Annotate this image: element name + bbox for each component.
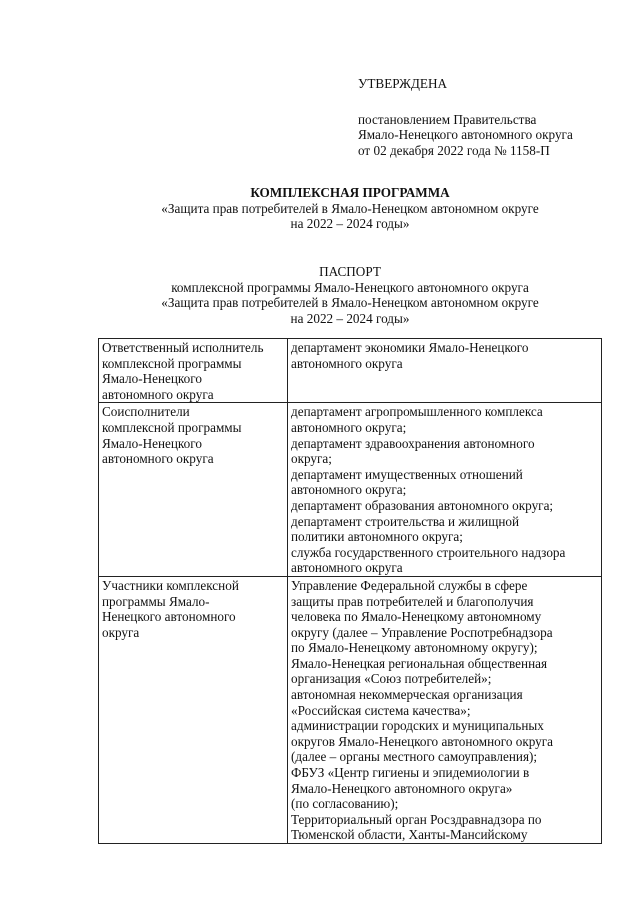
cell-line: Территориальный орган Росздравнадзора по xyxy=(291,811,542,827)
cell-line: программы Ямало- xyxy=(102,593,210,609)
cell-line: организация «Союз потребителей»; xyxy=(291,671,492,687)
cell-line: автономная некоммерческая организация xyxy=(291,687,523,703)
row-value xyxy=(288,576,602,843)
cell-line: Ямало-Ненецкого автономного округа» xyxy=(291,780,513,796)
cell-line: (далее – органы местного самоуправления); xyxy=(291,749,538,765)
passport-subtitle-line: на 2022 – 2024 годы» xyxy=(290,310,410,326)
cell-line: Тюменской области, Ханты-Мансийскому xyxy=(291,827,528,843)
program-subtitle-line: «Защита прав потребителей в Ямало-Ненецком автономном округе xyxy=(161,200,539,216)
cell-line: департамент здравоохранения автономного xyxy=(291,435,535,451)
passport-title: ПАСПОРТ xyxy=(319,264,381,279)
cell-line: автономного округа xyxy=(291,355,403,371)
cell-line: округу (далее – Управление Роспотребнадзора xyxy=(291,624,553,640)
cell-line: комплексной программы xyxy=(102,419,242,435)
cell-line: Соисполнители xyxy=(102,404,190,420)
cell-line: департамент агропромышленного комплекса xyxy=(291,404,543,420)
program-subtitle-line: на 2022 – 2024 годы» xyxy=(290,216,410,232)
cell-line: политики автономного округа; xyxy=(291,529,463,545)
table-row xyxy=(99,403,602,577)
cell-line: служба государственного строительного надзора xyxy=(291,544,566,560)
cell-line: департамент экономики Ямало-Ненецкого xyxy=(291,340,529,355)
approval-stamp: УТВЕРЖДЕНА xyxy=(358,76,448,91)
cell-line: Участники комплексной xyxy=(102,577,239,593)
approval-line: от 02 декабря 2022 года № 1158-П xyxy=(358,142,550,158)
cell-line: ФБУЗ «Центр гигиены и эпидемиологии в xyxy=(291,765,530,781)
cell-line: Ямало-Ненецкого xyxy=(102,435,202,451)
cell-line: департамент образования автономного округа; xyxy=(291,497,554,513)
cell-line: защиты прав потребителей и благополучия xyxy=(291,593,534,609)
cell-line: (по согласованию); xyxy=(291,796,399,812)
cell-line: округа; xyxy=(291,451,332,467)
cell-line: автономного округа; xyxy=(291,419,407,435)
passport-subtitle-line: «Защита прав потребителей в Ямало-Ненецком автономном округе xyxy=(161,295,539,311)
cell-line: Управление Федеральной службы в сфере xyxy=(291,577,528,593)
cell-line: округа xyxy=(102,624,140,640)
cell-line: автономного округа xyxy=(102,386,214,402)
cell-line: «Российская система качества»; xyxy=(291,702,471,718)
passport-heading xyxy=(60,264,640,326)
table-row xyxy=(99,339,602,403)
cell-line: департамент имущественных отношений xyxy=(291,466,523,482)
cell-line: администрации городских и муниципальных xyxy=(291,718,544,734)
cell-line: автономного округа xyxy=(102,451,214,467)
cell-line: по Ямало-Ненецкому автономному округу); xyxy=(291,640,538,656)
approval-line: Ямало-Ненецкого автономного округа xyxy=(358,127,573,143)
cell-line: автономного округа; xyxy=(291,482,407,498)
approval-block xyxy=(358,76,573,158)
cell-line: человека по Ямало-Ненецкому автономному xyxy=(291,609,542,625)
cell-line: округов Ямало-Ненецкого автономного округа xyxy=(291,733,554,749)
row-label xyxy=(99,339,288,403)
program-title: КОМПЛЕКСНАЯ ПРОГРАММА xyxy=(250,185,450,200)
row-value xyxy=(288,403,602,577)
cell-line: Ненецкого автономного xyxy=(102,609,236,625)
passport-subtitle-line: комплексной программы Ямало-Ненецкого автономного округа xyxy=(171,279,529,295)
cell-line: Ямало-Ненецкая региональная общественная xyxy=(291,655,548,671)
passport-table xyxy=(98,338,602,844)
row-label xyxy=(99,403,288,577)
cell-line: комплексной программы xyxy=(102,355,242,371)
cell-line: Ответственный исполнитель xyxy=(102,340,264,355)
approval-line: постановлением Правительства xyxy=(358,111,537,127)
row-label xyxy=(99,576,288,843)
table-row xyxy=(99,576,602,843)
cell-line: департамент строительства и жилищной xyxy=(291,513,520,529)
cell-line: Ямало-Ненецкого xyxy=(102,371,202,387)
program-heading xyxy=(60,185,640,232)
cell-line: автономного округа xyxy=(291,560,403,576)
row-value xyxy=(288,339,602,403)
